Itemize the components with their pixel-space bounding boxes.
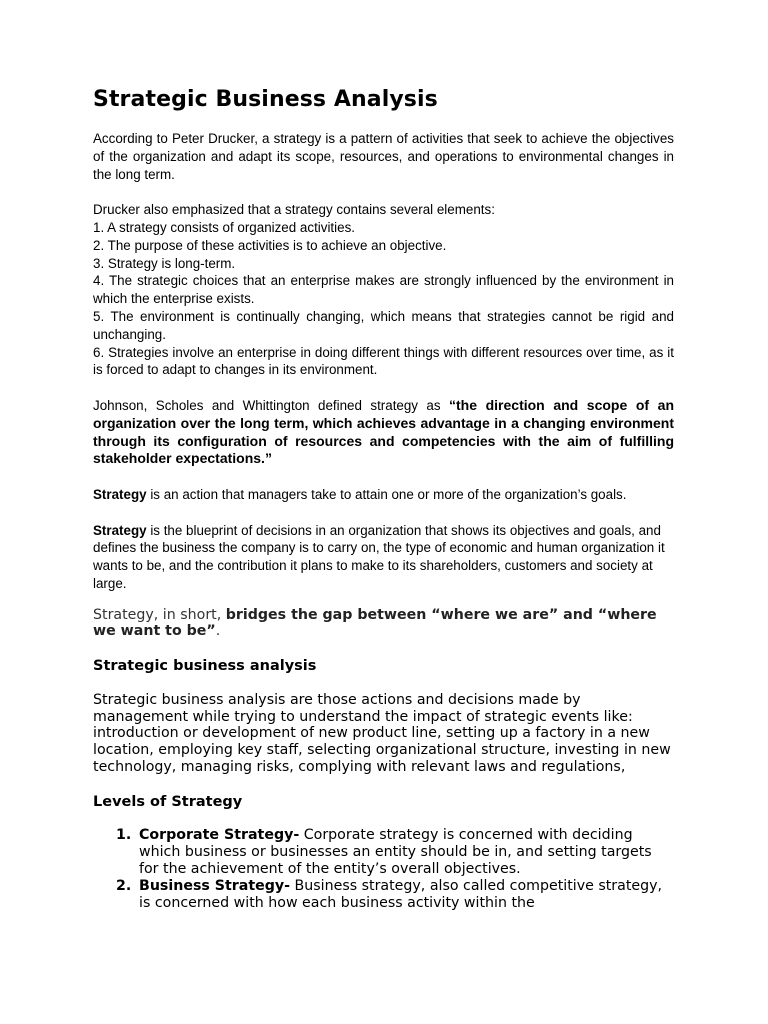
strategy-definition-2: [93, 522, 674, 593]
elements-intro: Drucker also emphasized that a strategy contains several elements:: [93, 202, 495, 218]
list-number: 1.: [116, 826, 132, 843]
list-item: [93, 878, 674, 912]
element-item: 4. The strategic choices that an enterprise makes are strongly influenced by the environment in which the enterprise exists.: [93, 273, 674, 307]
heading-strategic-business-analysis: Strategic business analysis: [93, 657, 317, 674]
strategy-term: Strategy: [93, 486, 147, 502]
level-text: Corporate strategy is concerned with deciding which business or businesses an entity should be in, and setting targets for the achievement of the entity’s overall objectives.: [139, 826, 652, 877]
element-item: 1. A strategy consists of organized activities.: [93, 219, 355, 235]
level-name: Corporate Strategy-: [139, 826, 300, 843]
heading-levels-of-strategy: Levels of Strategy: [93, 793, 243, 810]
levels-list: [93, 827, 674, 912]
element-item: 3. Strategy is long-term.: [93, 255, 236, 271]
strategy-definition-1: [93, 486, 674, 504]
page-title: Strategic Business Analysis: [93, 87, 438, 112]
element-item: 2. The purpose of these activities is to achieve an objective.: [93, 237, 447, 253]
list-item: [93, 827, 674, 878]
strategy-def2-text: is the blueprint of decisions in an organization that shows its objectives and goals, and defines the business the company is to carry on, the type of economic and human organization it wants to be, and the contribution it plans to make to its shareholders, customers and society at large.: [93, 522, 665, 591]
strategy-in-short: [93, 607, 674, 640]
strategy-term: Strategy: [93, 522, 147, 538]
list-number: 2.: [116, 877, 132, 894]
johnson-lead: Johnson, Scholes and Whittington defined strategy as: [93, 397, 450, 413]
level-name: Business Strategy-: [139, 877, 291, 894]
intro-paragraph: According to Peter Drucker, a strategy is a pattern of activities that seek to achieve the objectives of the organization and adapt its scope, resources, and operations to environmental changes in the long term.: [93, 131, 674, 182]
short-lead: Strategy, in short,: [93, 606, 226, 623]
short-bold: bridges the gap between “where we are” and “where we want to be”: [93, 606, 657, 640]
level-text: Business strategy, also called competitive strategy, is concerned with how each business activity within the: [139, 877, 663, 911]
johnson-quote: “the direction and scope of an organization over the long term, which achieves advantage in a changing environment through its configuration of resources and competencies with the aim of fulfilling stakeholder expectations.”: [93, 396, 675, 467]
document-page: [93, 86, 674, 912]
element-item: 6. Strategies involve an enterprise in doing different things with different resources over time, as it is forced to adapt to changes in its environment.: [93, 344, 674, 378]
short-end: .: [215, 623, 221, 640]
strategy-def1-text: is an action that managers take to attain one or more of the organization’s goals.: [146, 486, 627, 502]
johnson-definition: [93, 397, 674, 468]
element-item: 5. The environment is continually changing, which means that strategies cannot be rigid and unchanging.: [93, 308, 674, 342]
sba-paragraph: Strategic business analysis are those actions and decisions made by management while trying to understand the impact of strategic events like: introduction or development of new product line, setting up a factory in a new location, employing key staff, selecting organizational structure, investing in new technology, managing risks, complying with relevant laws and regulations,: [93, 691, 671, 775]
